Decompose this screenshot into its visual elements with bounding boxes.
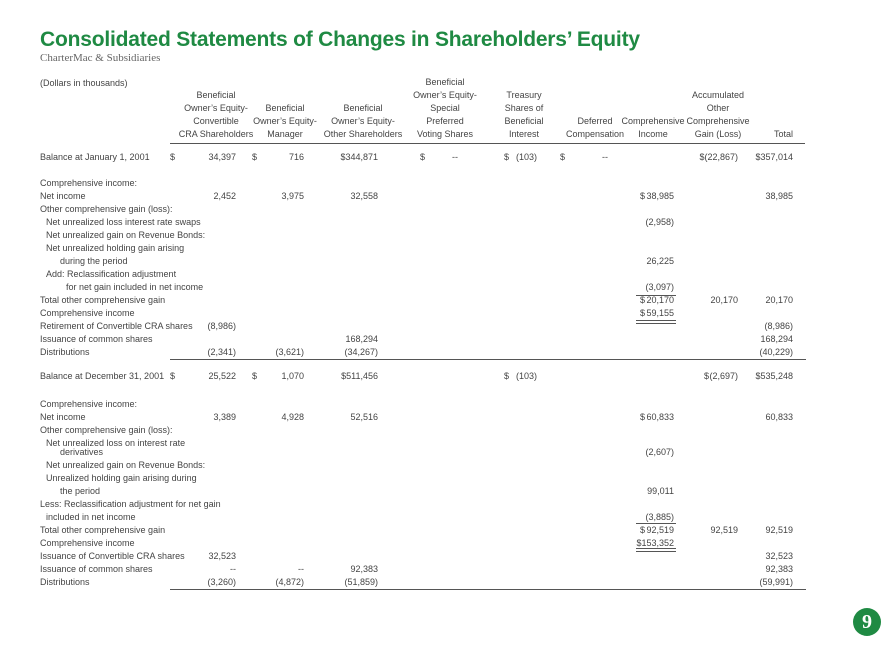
column-header-line: Beneficial: [265, 103, 305, 113]
column-header-line: Accumulated: [691, 90, 745, 100]
cell-value: 716: [288, 152, 304, 162]
currency-sign: $: [640, 412, 646, 422]
cell-value: (103): [515, 371, 537, 381]
cell-value: 92,519: [646, 525, 674, 535]
column-header-line: Beneficial: [504, 116, 544, 126]
currency-sign: $: [640, 308, 646, 318]
table-cell-c1: [170, 152, 236, 164]
currency-sign: $: [170, 152, 176, 162]
row-label: Distributions: [40, 577, 90, 587]
cell-value: --: [602, 152, 608, 162]
table-cell-c9: [752, 321, 793, 333]
currency-sign: $: [560, 152, 566, 162]
cell-value: (34,267): [344, 347, 378, 357]
column-header-line: Voting Shares: [416, 129, 474, 139]
cell-value: --: [298, 564, 304, 574]
table-cell-c8: [704, 371, 738, 383]
cell-value: 32,558: [350, 191, 378, 201]
column-header-line: Gain (Loss): [694, 129, 742, 139]
row-label: Total other comprehensive gain: [40, 295, 166, 305]
cell-value: $153,352: [636, 538, 674, 548]
cell-value: 32,523: [765, 551, 793, 561]
table-cell-c2: [252, 577, 304, 589]
table-cell-c9: [752, 525, 793, 537]
cell-value: $344,871: [340, 152, 378, 162]
page-title: Consolidated Statements of Changes in Shareholders’ Equity: [40, 28, 640, 51]
row-label: Total other comprehensive gain: [40, 525, 166, 535]
table-cell-c7: [640, 282, 674, 294]
cell-value: 20,170: [710, 295, 738, 305]
table-cell-c3: [320, 577, 378, 589]
row-label: Net unrealized holding gain arising: [46, 243, 185, 253]
column-header-line: Deferred: [577, 116, 613, 126]
table-cell-c7: [640, 486, 674, 498]
row-label: Retirement of Convertible CRA shares: [40, 321, 193, 331]
cell-value: (3,621): [275, 347, 304, 357]
cell-value: $(22,867): [699, 152, 738, 162]
cell-value: (3,885): [645, 512, 674, 522]
column-header-line: Interest: [508, 129, 539, 139]
table-cell-c1: [170, 191, 236, 203]
cell-value: 92,519: [765, 525, 793, 535]
currency-sign: $: [170, 371, 176, 381]
column-header-line: Total: [773, 129, 793, 139]
table-cell-c1: [170, 371, 236, 383]
column-header-line: Beneficial: [196, 90, 236, 100]
row-label: Net unrealized gain on Revenue Bonds:: [46, 230, 206, 240]
table-cell-c7: [640, 295, 674, 307]
table-cell-c1: [170, 577, 236, 589]
column-header-line: Owner’s Equity-: [184, 103, 248, 113]
table-cell-c4: [420, 152, 458, 164]
column-header-line: Shares of: [504, 103, 544, 113]
row-label: Distributions: [40, 347, 90, 357]
row-label: Net income: [40, 191, 86, 201]
column-header-line: Comprehensive: [686, 116, 750, 126]
row-label: Unrealized holding gain arising during: [46, 473, 197, 483]
cell-value: $511,456: [341, 371, 378, 381]
currency-sign: $: [252, 371, 258, 381]
row-label: during the period: [60, 256, 128, 266]
row-label: Net income: [40, 412, 86, 422]
cell-value: 32,523: [208, 551, 236, 561]
column-header-line: Income: [638, 129, 668, 139]
row-label: Comprehensive income: [40, 538, 135, 548]
cell-value: (103): [515, 152, 537, 162]
column-header-line: Preferred: [426, 116, 464, 126]
row-label: the period: [60, 486, 101, 496]
row-label: Balance at January 1, 2001: [40, 152, 150, 162]
cell-value: (59,991): [759, 577, 793, 587]
column-header-line: Beneficial: [425, 77, 465, 87]
cell-value: $535,248: [755, 371, 793, 381]
cell-value: 38,985: [765, 191, 793, 201]
currency-sign: $: [640, 191, 646, 201]
cell-value: 52,516: [350, 412, 378, 422]
column-header-line: Special: [430, 103, 460, 113]
table-cell-c7: [640, 412, 674, 424]
cell-value: 92,383: [765, 564, 793, 574]
cell-value: (2,697): [709, 371, 738, 381]
cell-value: (8,986): [764, 321, 793, 331]
subtotal-rule: [636, 295, 676, 296]
cell-value: 20,170: [765, 295, 793, 305]
table-cell-c7: [640, 217, 674, 229]
header-rule: [170, 143, 805, 144]
table-cell-c2: [252, 412, 304, 424]
table-cell-c7: [640, 191, 674, 203]
cell-value: 59,155: [646, 308, 674, 318]
row-label: Balance at December 31, 2001: [40, 371, 165, 381]
row-label: Add: Reclassification adjustment: [46, 269, 177, 279]
table-cell-c2: [252, 152, 304, 164]
table-cell-c9: [752, 334, 793, 346]
row-label: Issuance of common shares: [40, 564, 153, 574]
table-cell-c9: [752, 152, 793, 164]
table-cell-c9: [752, 295, 793, 307]
cell-value: 2,452: [213, 191, 236, 201]
column-header-line: Treasury: [506, 90, 542, 100]
cell-value: (3,097): [645, 282, 674, 292]
cell-value: 38,985: [646, 191, 674, 201]
row-label: Issuance of Convertible CRA shares: [40, 551, 185, 561]
currency-sign: $: [704, 371, 710, 381]
table-cell-c8: [699, 152, 738, 164]
cell-value: 4,928: [281, 412, 304, 422]
row-label: Comprehensive income: [40, 308, 135, 318]
table-cell-c1: [170, 347, 236, 359]
row-label: Comprehensive income:: [40, 178, 138, 188]
cell-value: --: [452, 152, 458, 162]
cell-value: 3,389: [213, 412, 236, 422]
table-cell-c9: [752, 412, 793, 424]
row-label: Net unrealized loss interest rate swaps: [46, 217, 201, 227]
table-cell-c3: [320, 371, 378, 383]
table-cell-c9: [752, 551, 793, 563]
row-label: derivatives: [60, 447, 104, 457]
column-header-line: Owner’s Equity-: [331, 116, 395, 126]
currency-sign: $: [504, 371, 510, 381]
currency-sign: $: [252, 152, 258, 162]
currency-sign: $: [640, 295, 646, 305]
cell-value: 99,011: [647, 486, 674, 496]
table-cell-c8: [704, 295, 738, 307]
table-cell-c3: [320, 191, 378, 203]
cell-value: 60,833: [765, 412, 793, 422]
cell-value: (40,229): [759, 347, 793, 357]
table-cell-c3: [320, 564, 378, 576]
row-label: Comprehensive income:: [40, 399, 138, 409]
cell-value: $357,014: [755, 152, 793, 162]
column-header-line: Comprehensive: [621, 116, 685, 126]
table-cell-c2: [252, 191, 304, 203]
cell-value: 168,294: [345, 334, 378, 344]
cell-value: 60,833: [646, 412, 674, 422]
total-double-rule: [636, 548, 676, 552]
column-header-line: Compensation: [565, 129, 625, 139]
table-cell-c3: [320, 412, 378, 424]
table-cell-c7: [640, 256, 674, 268]
table-cell-c2: [252, 347, 304, 359]
table-cell-c7: [640, 447, 674, 459]
table-cell-c2: [252, 371, 304, 383]
distributions-rule: [170, 359, 806, 360]
column-header-line: Other Shareholders: [323, 129, 403, 139]
cell-value: 1,070: [281, 371, 304, 381]
table-cell-c9: [752, 371, 793, 383]
currency-sign: $: [640, 525, 646, 535]
table-cell-c3: [320, 334, 378, 346]
table-cell-c6: [560, 152, 608, 164]
table-cell-c9: [752, 564, 793, 576]
subtotal-rule: [636, 523, 676, 524]
table-cell-c9: [752, 577, 793, 589]
cell-value: (51,859): [344, 577, 378, 587]
table-cell-c2: [252, 564, 304, 576]
cell-value: (2,341): [207, 347, 236, 357]
cell-value: 20,170: [646, 295, 674, 305]
column-header-line: Owner’s Equity-: [253, 116, 317, 126]
column-header-line: Owner’s Equity-: [413, 90, 477, 100]
column-header-line: CRA Shareholders: [178, 129, 254, 139]
distributions-rule: [170, 589, 806, 590]
table-cell-c1: [170, 564, 236, 576]
cell-value: --: [230, 564, 236, 574]
row-label: for net gain included in net income: [66, 282, 204, 292]
column-header-line: Manager: [267, 129, 303, 139]
cell-value: (3,260): [207, 577, 236, 587]
cell-value: 26,225: [646, 256, 674, 266]
cell-value: (2,958): [645, 217, 674, 227]
column-header-line: Convertible: [193, 116, 239, 126]
page-subtitle: CharterMac & Subsidiaries: [40, 52, 161, 64]
currency-sign: $: [420, 152, 426, 162]
cell-value: 92,383: [350, 564, 378, 574]
table-cell-c1: [170, 551, 236, 563]
row-label: Other comprehensive gain (loss):: [40, 204, 173, 214]
column-header-c8: [658, 89, 778, 141]
table-cell-c1: [170, 321, 236, 333]
table-cell-c3: [320, 152, 378, 164]
row-label: Less: Reclassification adjustment for net gain: [40, 499, 221, 509]
cell-value: (2,607): [645, 447, 674, 457]
cell-value: (8,986): [207, 321, 236, 331]
column-header-line: Beneficial: [343, 103, 383, 113]
cell-value: 3,975: [281, 191, 304, 201]
cell-value: (4,872): [275, 577, 304, 587]
row-label: Other comprehensive gain (loss):: [40, 425, 173, 435]
table-cell-c5: [504, 152, 537, 164]
unit-note: (Dollars in thousands): [40, 78, 128, 88]
row-label: Net unrealized loss on interest rate: [46, 438, 186, 448]
column-header-c9: [774, 128, 793, 141]
currency-sign: $: [504, 152, 510, 162]
row-label: included in net income: [46, 512, 136, 522]
row-label: Issuance of common shares: [40, 334, 153, 344]
cell-value: 34,397: [208, 152, 236, 162]
table-cell-c9: [752, 347, 793, 359]
cell-value: 168,294: [760, 334, 793, 344]
table-cell-c5: [504, 371, 537, 383]
total-double-rule: [636, 320, 676, 324]
table-cell-c3: [320, 347, 378, 359]
table-cell-c7: [640, 525, 674, 537]
table-cell-c9: [752, 191, 793, 203]
page-number-badge: 9: [853, 608, 881, 636]
cell-value: 92,519: [710, 525, 738, 535]
cell-value: 25,522: [208, 371, 236, 381]
row-label: Net unrealized gain on Revenue Bonds:: [46, 460, 206, 470]
table-cell-c8: [704, 525, 738, 537]
table-cell-c1: [170, 412, 236, 424]
table-cell-c7: [640, 308, 674, 320]
column-header-line: Other: [706, 103, 730, 113]
